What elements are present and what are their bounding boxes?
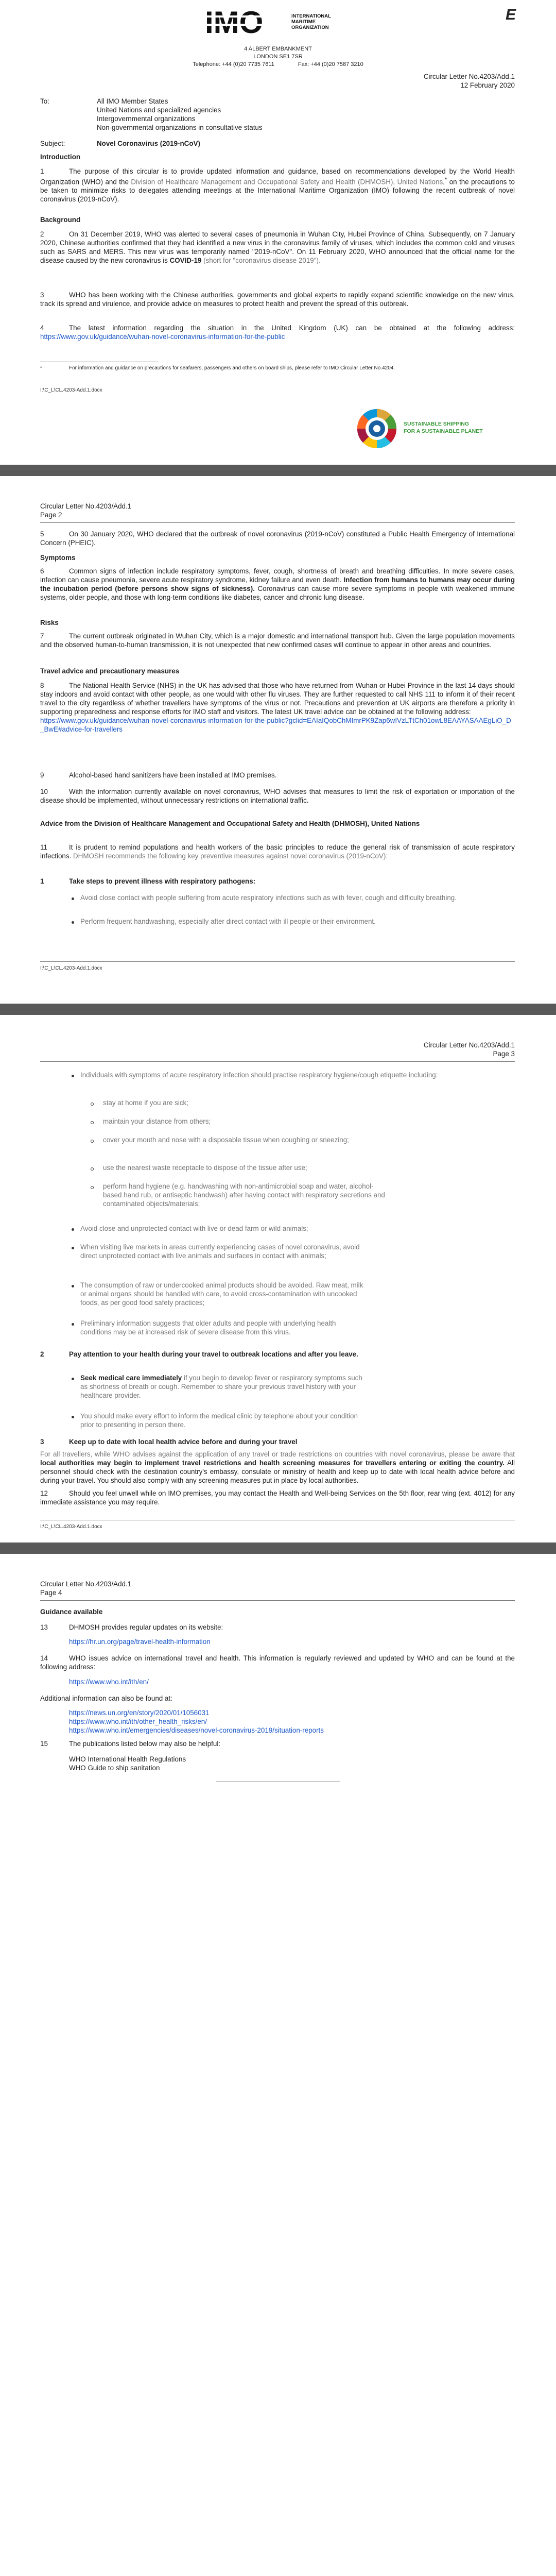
paragraph-15: 15 The publications listed below may also be helpful: bbox=[40, 1740, 221, 1748]
sdg-wheel-icon bbox=[356, 408, 397, 449]
bullet bbox=[72, 1247, 74, 1249]
who-health-risks-link[interactable]: https://www.who.int/ith/other_health_risks/en/ bbox=[69, 1718, 207, 1725]
etiquette-item-1: stay at home if you are sick; bbox=[103, 1099, 188, 1107]
circular-number: Circular Letter No.4203/Add.1 bbox=[40, 502, 132, 510]
paragraph-6: 6 Common signs of infection include respiratory symptoms, fever, cough, shortness of breath and breathing difficulties. In more severe cases, infection can cause pneumonia, severe acute respiratory syndrome, kidney failure and even death. Infection from humans to humans may occur during the incubation period (before persons show signs of sickness). Coronavirus can cause more severe symptoms in people with weakened immune systems, older people, and those with long-term conditions like diabetes, cancer and chronic lung disease. bbox=[40, 567, 515, 601]
sub-bullet bbox=[91, 1103, 94, 1106]
bullet bbox=[72, 1228, 74, 1231]
incubation-warning: Infection from humans to humans may occur during the incubation period (before persons show signs of sickness). bbox=[40, 576, 515, 592]
paragraph-13: 13 DHMOSH provides regular updates on its website: bbox=[40, 1623, 223, 1631]
sdg-badge bbox=[356, 408, 511, 449]
bullet bbox=[72, 1378, 74, 1380]
footnote-ref: * bbox=[444, 177, 447, 183]
sub-bullet bbox=[91, 1186, 94, 1189]
circular-number: Circular Letter No.4203/Add.1 bbox=[423, 73, 515, 80]
step-1-bullet-7: Preliminary information suggests that older adults and people with underlying health conditions may be at increased risk of severe disease from this virus. bbox=[80, 1319, 336, 1336]
uk-travel-advice-link[interactable]: https://www.gov.uk/guidance/wuhan-novel-coronavirus-information-for-the-public?gclid=EAIaIQobChMImrPK9Zap6wIVzLTtCh01owL8EAAYASAAEgLiO_D_BwE#advice-for-travellers bbox=[40, 717, 511, 733]
subject-label: Subject: bbox=[40, 140, 65, 147]
heading-introduction: Introduction bbox=[40, 153, 81, 161]
sub-bullet bbox=[91, 1167, 94, 1171]
bullet bbox=[72, 1416, 74, 1418]
step-1: 1 Take steps to prevent illness with respiratory pathogens: bbox=[40, 877, 256, 885]
heading-dhmosh-advice: Advice from the Division of Healthcare Management and Occupational Safety and Health (DHMOSH), United Nations bbox=[40, 820, 420, 827]
sdg-line-1: SUSTAINABLE SHIPPING bbox=[404, 421, 469, 427]
dhmosh-name: Division of Healthcare Management and Occupational Safety and Health (DHMOSH), United Nations, bbox=[131, 178, 445, 186]
file-reference: I:\C_L\CL.4203-Add.1.docx bbox=[40, 387, 102, 393]
circular-number: Circular Letter No.4203/Add.1 bbox=[423, 1041, 515, 1049]
address-line-2: LONDON SE1 7SR bbox=[253, 54, 303, 60]
heading-guidance: Guidance available bbox=[40, 1608, 103, 1616]
org-line-2: MARITIME bbox=[291, 19, 316, 25]
subject-value: Novel Coronavirus (2019-nCoV) bbox=[97, 140, 200, 147]
imo-logo-mark: IMO bbox=[205, 7, 264, 36]
paragraph-14: 14 WHO issues advice on international travel and health. This information is regularly reviewed and updated by WHO and can be found at the following address: bbox=[40, 1654, 515, 1671]
sdg-line-2: FOR A SUSTAINABLE PLANET bbox=[404, 428, 483, 434]
address-line-1: 4 ALBERT EMBANKMENT bbox=[244, 46, 312, 52]
bullet bbox=[72, 1285, 74, 1287]
paragraph-3: 3 WHO has been working with the Chinese authorities, governments and global experts to rapidly expand scientific knowledge on the new virus, track its spread and virulence, and provide advice on measures to protect health and prevent the spread of this outbreak. bbox=[40, 291, 515, 308]
step-1-bullet-3: Individuals with symptoms of acute respiratory infection should practise respiratory hygiene/cough etiquette including: bbox=[80, 1071, 438, 1079]
seek-medical-care: Seek medical care immediately bbox=[80, 1374, 182, 1382]
page-4 bbox=[0, 1554, 556, 2576]
step-1-bullet-6: The consumption of raw or undercooked animal products should be avoided. Raw meat, milk or animal organs should be handled with care, to avoid cross-contamination with uncooked foods, as per good food safety practices; bbox=[80, 1281, 363, 1307]
paragraph-10: 10 With the information currently available on novel coronavirus, WHO advises that measures to limit the risk of exportation or importation of the disease should be implemented, without unnecessary restrictions on international traffic. bbox=[40, 788, 515, 804]
heading-travel-advice: Travel advice and precautionary measures bbox=[40, 667, 180, 675]
step-3: 3 Keep up to date with local health advice before and during your travel bbox=[40, 1438, 298, 1446]
org-line-1: INTERNATIONAL bbox=[291, 13, 331, 19]
etiquette-item-3: cover your mouth and nose with a disposable tissue when coughing or sneezing; bbox=[103, 1136, 349, 1144]
org-line-3: ORGANIZATION bbox=[291, 25, 329, 30]
language-letter: E bbox=[506, 6, 516, 23]
step-3-paragraph: For all travellers, while WHO advises against the application of any travel or trade restrictions on countries with novel coronavirus, please be aware that local authorities may begin to implement travel restrictions and health screening measures for travellers entering or exiting the country. All personnel should check with the destination country's embassy, consulate or ministry of health and keep up to date with local health advice before and during your travel. You should also comply with any screening measures put in place by local authorities. bbox=[40, 1450, 515, 1484]
paragraph-1: 1 The purpose of this circular is to provide updated information and guidance, based on recommendations developed by the World Health Organization (WHO) and the Division of Healthcare Management and Occupational Safety and Health (DHMOSH), United Nations,* on the precautions to be taken to minimize risks to delegates attending meetings at the International Maritime Organization (IMO) following the recent outbreak of novel coronavirus (2019-nCoV). bbox=[40, 167, 515, 204]
footnote: * For information and guidance on precautions for seafarers, passengers and others on board ships, please refer to IMO Circular Letter No.4204. bbox=[40, 365, 395, 371]
publication-1: WHO International Health Regulations bbox=[69, 1755, 186, 1763]
bullet bbox=[72, 1323, 74, 1326]
step-1-bullet-4: Avoid close and unprotected contact with live or dead farm or wild animals; bbox=[80, 1225, 308, 1232]
step-1-bullet-1: Avoid close contact with people suffering from acute respiratory infections such as with fever, cough and difficulty breathing. bbox=[80, 894, 457, 902]
step-1-bullet-2: Perform frequent handwashing, especially after direct contact with ill people or their environment. bbox=[80, 918, 376, 925]
local-restrictions: local authorities may begin to implement travel restrictions and health screening measures for travellers entering or exiting the country. bbox=[40, 1459, 505, 1467]
imo-logo bbox=[205, 7, 354, 36]
page-number: Page 3 bbox=[493, 1050, 515, 1058]
page-number: Page 4 bbox=[40, 1589, 62, 1597]
additional-info: Additional information can also be found at: bbox=[40, 1694, 172, 1702]
sub-bullet bbox=[91, 1121, 94, 1124]
fax: Fax: +44 (0)20 7587 3210 bbox=[298, 61, 363, 67]
heading-symptoms: Symptoms bbox=[40, 554, 76, 562]
bullet bbox=[72, 1075, 74, 1077]
publication-2: WHO Guide to ship sanitation bbox=[69, 1764, 160, 1772]
covid-19-name: COVID-19 bbox=[169, 257, 202, 264]
un-news-link[interactable]: https://news.un.org/en/story/2020/01/1056031 bbox=[69, 1709, 210, 1717]
etiquette-item-5: perform hand hygiene (e.g. handwashing with non-antimicrobial soap and water, alcohol-based hand rub, or antiseptic handwash) after having contact with respiratory secretions and contaminated objects/materials; bbox=[103, 1182, 385, 1208]
step-2-bullet-2: You should make every effort to inform the medical clinic by telephone about your condition prior to presenting in person there. bbox=[80, 1412, 358, 1429]
bullet bbox=[72, 897, 74, 900]
page-1 bbox=[0, 0, 556, 465]
to-label: To: bbox=[40, 97, 49, 105]
paragraph-9: 9 Alcohol-based hand sanitizers have been installed at IMO premises. bbox=[40, 771, 277, 779]
dhmosh-link[interactable]: https://hr.un.org/page/travel-health-information bbox=[69, 1638, 211, 1646]
paragraph-2: 2 On 31 December 2019, WHO was alerted to several cases of pneumonia in Wuhan City, Hubei Province of China. Subsequently, on 7 January 2020, Chinese authorities confirmed that they had identified a new virus in the coronavirus family of viruses, which includes the common cold and viruses such as SARS and MERS. This new virus was temporarily named "2019-nCoV". On 11 February 2020, WHO announced that the official name for the disease caused by the new coronavirus is COVID-19 (short for "coronavirus disease 2019"). bbox=[40, 230, 515, 264]
recipient-3: Intergovernmental organizations bbox=[97, 115, 196, 123]
circular-date: 12 February 2020 bbox=[460, 81, 515, 89]
telephone: Telephone: +44 (0)20 7735 7611 bbox=[193, 61, 274, 67]
paragraph-11: 11 It is prudent to remind populations and health workers of the basic principles to reduce the general risk of transmission of acute respiratory infections. DHMOSH recommends the following key preventive measures against novel coronavirus (2019-nCoV): bbox=[40, 843, 515, 860]
page-2 bbox=[0, 476, 556, 1004]
paragraph-12: 12 Should you feel unwell while on IMO premises, you may contact the Health and Well-being Services on the 5th floor, rear wing (ext. 4012) for any immediate assistance you may require. bbox=[40, 1489, 515, 1506]
sub-bullet bbox=[91, 1140, 94, 1143]
step-1-bullet-5: When visiting live markets in areas currently experiencing cases of novel coronavirus, avoid direct unprotected contact with live animals and surfaces in contact with animals; bbox=[80, 1243, 360, 1260]
contact-line bbox=[0, 61, 556, 69]
circular-number: Circular Letter No.4203/Add.1 bbox=[40, 1580, 132, 1588]
recipient-2: United Nations and specialized agencies bbox=[97, 106, 221, 114]
recipient-1: All IMO Member States bbox=[97, 97, 168, 105]
uk-guidance-link[interactable]: https://www.gov.uk/guidance/wuhan-novel-coronavirus-information-for-the-public bbox=[40, 333, 285, 341]
file-reference: I:\C_L\CL.4203-Add.1.docx bbox=[40, 1524, 102, 1530]
heading-background: Background bbox=[40, 216, 81, 224]
heading-risks: Risks bbox=[40, 619, 59, 626]
etiquette-item-2: maintain your distance from others; bbox=[103, 1117, 211, 1125]
who-ith-link[interactable]: https://www.who.int/ith/en/ bbox=[69, 1678, 149, 1686]
bullet bbox=[72, 921, 74, 924]
paragraph-5: 5 On 30 January 2020, WHO declared that the outbreak of novel coronavirus (2019-nCoV) constituted a Public Health Emergency of International Concern (PHEIC). bbox=[40, 530, 515, 547]
paragraph-8: 8 The National Health Service (NHS) in the UK has advised that those who have returned from Wuhan or Hubei Province in the last 14 days should stay indoors and avoid contact with other people, as one would with other flu viruses. They are further requested to call NHS 111 to inform it of their recent travel to the city regardless of whether travellers have symptoms of the virus or not. Precautions and prevention at UK airports are therefore a priority in supporting preparedness and response efforts for IMO staff and visitors. The latest UK travel advice can be obtained at the following address: https://www.gov.uk/guidance/wuhan-novel-coronavirus-information-for-the-public?gclid=EAIaIQobChMImrPK9Zap6wIVzLTtCh01owL8EAAYASAAEgLiO_D_BwE#advice-for-travellers bbox=[40, 682, 515, 733]
etiquette-item-4: use the nearest waste receptacle to dispose of the tissue after use; bbox=[103, 1164, 307, 1172]
recipient-4: Non-governmental organizations in consultative status bbox=[97, 124, 263, 131]
page-3 bbox=[0, 1015, 556, 1543]
paragraph-4: 4 The latest information regarding the situation in the United Kingdom (UK) can be obtained at the following address: https://www.gov.uk/guidance/wuhan-novel-coronavirus-information-for-the-public bbox=[40, 324, 515, 341]
step-2-bullet-1: Seek medical care immediately if you begin to develop fever or respiratory symptoms such as shortness of breath or cough. Remember to share your previous travel history with your healthcare provider. bbox=[80, 1374, 362, 1399]
page-number: Page 2 bbox=[40, 511, 62, 519]
para-number: 1 bbox=[40, 167, 44, 175]
who-situation-reports-link[interactable]: https://www.who.int/emergencies/diseases/novel-coronavirus-2019/situation-reports bbox=[69, 1726, 324, 1734]
paragraph-7: 7 The current outbreak originated in Wuhan City, which is a major domestic and international transport hub. Given the large population movements and the observed human-to-human transmission, it is not unexpected that new confirmed cases will continue to appear in other areas and countries. bbox=[40, 632, 515, 649]
file-reference: I:\C_L\CL.4203-Add.1.docx bbox=[40, 965, 102, 971]
step-2: 2 Pay attention to your health during your travel to outbreak locations and after you leave. bbox=[40, 1350, 358, 1358]
